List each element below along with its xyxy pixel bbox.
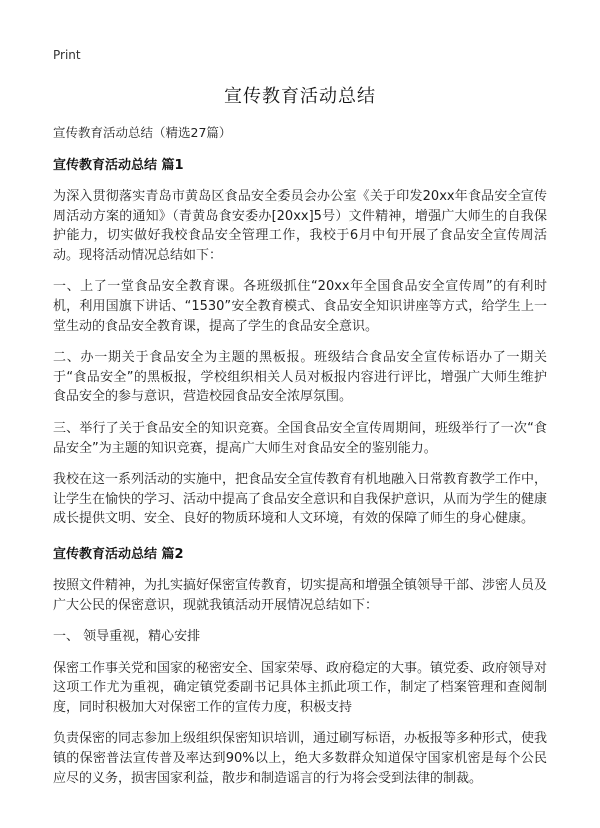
paragraph: 一、上了一堂食品安全教育课。各班级抓住“20xx年全国食品安全宣传周”的有利时机，利用国旗下讲话、“1530”安全教育模式、食品安全知识讲座等方式，给学生上一堂生动的食品安全教育课，提高了学生的食品安全意识。 [53,279,547,334]
document-subtitle: 宣传教育活动总结（精选27篇） [53,125,232,140]
paragraph: 保密工作事关党和国家的秘密安全、国家荣辱、政府稳定的大事。镇党委、政府领导对这项工作尤为重视，确定镇党委副书记具体主抓此项工作，制定了档案管理和查阅制度，同时积极加大对保密工作的宣传力度，积极支持 [53,660,548,715]
section-heading-1: 宣传教育活动总结 篇1 [53,158,184,173]
paragraph: 按照文件精神，为扎实搞好保密宣传教育，切实提高和增强全镇领导干部、涉密人员及广大公民的保密意识，现就我镇活动开展情况总结如下： [53,577,548,613]
print-link[interactable]: Print [53,48,81,62]
section-heading-2: 宣传教育活动总结 篇2 [53,546,184,562]
paragraph: 负责保密的同志参加上级组织保密知识培训，通过刷写标语，办板报等多种形式，使我镇的保密普法宣传普及率达到90%以上，绝大多数群众知道保守国家机密是每个公民应尽的义务，损害国家利益，散步和制造谣言的行为将会受到法律的制裁。 [53,731,548,786]
paragraph: 二、办一期关于食品安全为主题的黑板报。班级结合食品安全宣传标语办了一期关于“食品安全”的黑板报，学校组织相关人员对板报内容进行评比，增强广大师生维护食品安全的参与意识，营造校园食品安全浓厚氛围。 [53,350,547,405]
document-title: 宣传教育活动总结 [224,86,376,107]
paragraph: 三、举行了关于食品安全的知识竞赛。全国食品安全宣传周期间，班级举行了一次“食品安全”为主题的知识竞赛，提高广大师生对食品安全的鉴别能力。 [53,420,547,456]
paragraph: 为深入贯彻落实青岛市黄岛区食品安全委员会办公室《关于印发20xx年食品安全宣传周活动方案的通知》（青黄岛食安委办[20xx]5号）文件精神，增强广大师生的自我保护能力，切实做好我校食品安全管理工作，我校于6月中旬开展了食品安全宣传周活动。现将活动情况总结如下： [53,189,548,263]
paragraph: 我校在这一系列活动的实施中，把食品安全宣传教育有机地融入日常教育教学工作中，让学生在愉快的学习、活动中提高了食品安全意识和自我保护意识，从而为学生的健康成长提供文明、安全、良好的物质环境和人文环境，有效的保障了师生的身心健康。 [53,472,548,527]
paragraph: 一、 领导重视，精心安排 [53,629,201,645]
